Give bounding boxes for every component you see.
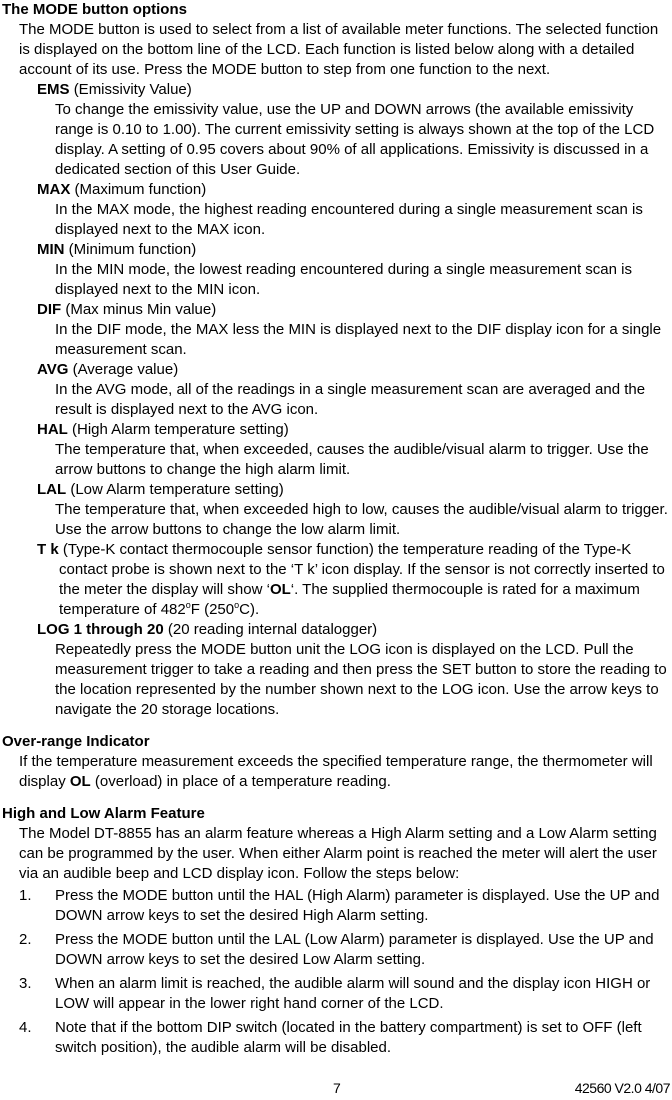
section-heading-mode: The MODE button options (2, 1, 187, 18)
function-desc-dif: In the DIF mode, the MAX less the MIN is displayed next to the DIF display icon for a single measurement scan. (55, 321, 662, 358)
function-desc-ems: To change the emissivity value, use the UP and DOWN arrows (the available emissivity range is 0.10 to 1.00). The current emissivity setting is always shown at the top of the LCD display. A setting of 0.95 covers about 90% of all applications. Emissivity is discussed in a dedicated section of this User Guide. (55, 101, 655, 178)
step-number: 1. (19, 887, 32, 904)
list-item (0, 974, 672, 1014)
step-text: Press the MODE button until the HAL (High Alarm) parameter is displayed. Use the UP and DOWN arrow keys to set the desired High Alarm setting. (55, 887, 660, 924)
function-code: MAX (37, 181, 71, 198)
function-term-ems (0, 80, 672, 100)
function-code: HAL (37, 421, 68, 438)
function-desc-max: In the MAX mode, the highest reading encountered during a single measurement scan is displayed next to the MAX icon. (55, 201, 643, 238)
list-item (0, 1018, 672, 1058)
list-item (0, 930, 672, 970)
function-term-min (0, 240, 672, 260)
degree-sign: o (234, 600, 240, 610)
step-number: 2. (19, 931, 32, 948)
tk-text-b: ‘. The supplied thermocouple is rated for a maximum temperature of 482 (59, 581, 640, 618)
function-term-lal (0, 480, 672, 500)
degree-sign: o (185, 600, 191, 610)
function-name: (Average value) (72, 361, 179, 378)
page-number: 7 (333, 1080, 341, 1096)
step-number: 4. (19, 1019, 32, 1036)
function-name: (Max minus Min value) (65, 301, 217, 318)
section-heading-alarm: High and Low Alarm Feature (2, 805, 205, 822)
section-heading-overrange: Over-range Indicator (2, 733, 150, 750)
function-term-log (0, 620, 672, 640)
function-desc-lal: The temperature that, when exceeded high to low, causes the audible/visual alarm to trigger. Use the arrow buttons to change the low alarm limit. (55, 501, 668, 538)
function-code: EMS (37, 81, 70, 98)
list-item (0, 886, 672, 926)
function-desc-avg: In the AVG mode, all of the readings in a single measurement scan are averaged and the result is displayed next to the AVG icon. (55, 381, 646, 418)
function-term-hal (0, 420, 672, 440)
function-desc-min: In the MIN mode, the lowest reading encountered during a single measurement scan is displayed next to the MIN icon. (55, 261, 632, 298)
celsius-unit: C). (239, 601, 260, 618)
function-code: MIN (37, 241, 65, 258)
function-term-avg (0, 360, 672, 380)
function-name: (Low Alarm temperature setting) (70, 481, 284, 498)
function-entry-tk (0, 540, 672, 620)
alarm-steps-list (0, 886, 672, 1058)
function-code: LAL (37, 481, 67, 498)
function-name: (20 reading internal datalogger) (167, 621, 378, 638)
step-number: 3. (19, 975, 32, 992)
page-footer (0, 1078, 672, 1098)
function-code: T k (37, 541, 59, 558)
fahrenheit-unit: F (250 (190, 601, 235, 618)
overrange-text-a: If the temperature measurement exceeds the specified temperature range, the thermometer will display (19, 753, 653, 790)
function-code: DIF (37, 301, 62, 318)
function-term-max (0, 180, 672, 200)
function-name: (Emissivity Value) (73, 81, 192, 98)
overrange-paragraph (0, 752, 672, 792)
alarm-intro-paragraph: The Model DT-8855 has an alarm feature whereas a High Alarm setting and a Low Alarm setting can be programmed by the user. When either Alarm point is reached the meter will alert the user via an audible beep and LCD display icon. Follow the steps below: (19, 825, 657, 882)
overrange-text-b: (overload) in place of a temperature reading. (94, 773, 391, 790)
function-name: (High Alarm temperature setting) (72, 421, 289, 438)
function-desc-hal: The temperature that, when exceeded, causes the audible/visual alarm to trigger. Use the arrow buttons to change the high alarm limit. (55, 441, 649, 478)
function-desc-log: Repeatedly press the MODE button unit the LOG icon is displayed on the LCD. Pull the measurement trigger to take a reading and then press the SET button to store the reading to the location represented by the number shown next to the LOG icon. Use the arrow keys to navigate the 20 storage locations. (55, 641, 667, 718)
function-name: (Minimum function) (68, 241, 197, 258)
step-text: Note that if the bottom DIP switch (located in the battery compartment) is set to OFF (left switch position), the audible alarm will be disabled. (55, 1019, 642, 1056)
mode-intro-paragraph: The MODE button is used to select from a list of available meter functions. The selected function is displayed on the bottom line of the LCD. Each function is listed below along with a detailed account of its use. Press the MODE button to step from one function to the next. (19, 21, 659, 78)
function-list (0, 80, 672, 720)
tk-text-a: (Type-K contact thermocouple sensor function) the temperature reading of the Type-K contact probe is shown next to the ‘T k’ icon display. If the sensor is not correctly inserted to the meter the display will show ‘ (59, 541, 665, 598)
function-name: (Maximum function) (74, 181, 207, 198)
function-code: LOG 1 through 20 (37, 621, 164, 638)
ol-code: OL (69, 773, 91, 790)
step-text: When an alarm limit is reached, the audible alarm will sound and the display icon HIGH or LOW will appear in the lower right hand corner of the LCD. (55, 975, 651, 1012)
function-term-dif (0, 300, 672, 320)
document-version: 42560 V2.0 4/07 (574, 1080, 670, 1096)
function-code: AVG (37, 361, 69, 378)
ol-code: OL (269, 581, 291, 598)
step-text: Press the MODE button until the LAL (Low Alarm) parameter is displayed. Use the UP and DOWN arrow keys to set the desired Low Alarm setting. (55, 931, 654, 968)
